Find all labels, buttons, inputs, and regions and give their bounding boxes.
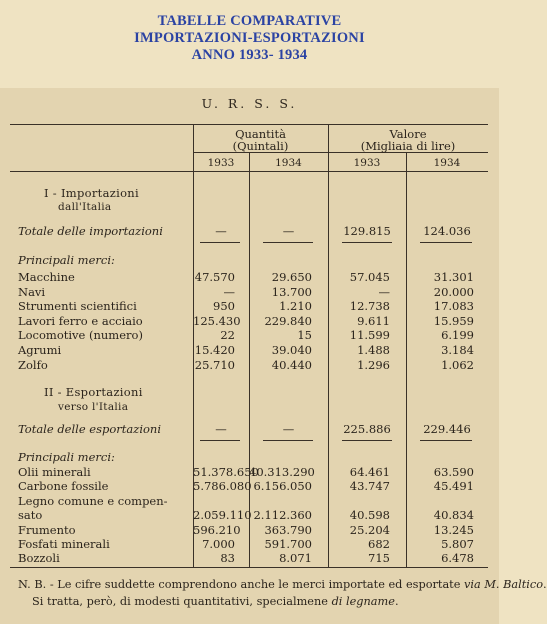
total-underline [200,440,240,441]
exports-principal-label: Principali merci: [18,450,115,464]
year-header: 1934 [433,157,461,169]
row-label: sato [18,508,43,523]
row-value-q34: 229.840 [264,313,312,328]
exports-total-v34: 229.446 [423,422,471,436]
row-value-q34: 1.210 [279,299,312,314]
row-value-v33: 682 [368,537,390,551]
total-underline [263,242,313,243]
row-value-v34: 45.491 [433,479,474,494]
row-label: Olii minerali [18,465,91,479]
row-value-v33: 64.461 [349,465,390,479]
row-value-v34: 15.959 [433,313,474,328]
row-label: Lavori ferro e acciaio [18,313,143,328]
row-value-v33: 1.488 [357,343,390,357]
year-header: 1934 [275,157,302,169]
row-value-q33: 2.059.110 [193,508,252,523]
imports-principal-label: Principali merci: [18,253,115,267]
row-value-v34: 31.301 [433,270,474,284]
footnote-line1 [18,577,547,592]
total-underline [342,440,392,441]
row-label: Legno comune e compen- [18,493,168,508]
row-label: Zolfo [18,357,48,372]
country-heading: U. R. S. S. [201,96,298,111]
row-value-v34: 6.478 [441,551,474,566]
row-value-q33: 25.710 [194,357,235,372]
quantita-unit: (Quintali) [232,139,289,153]
row-value-q33: 7.000 [202,537,235,551]
row-value-v34: 17.083 [433,299,474,314]
row-label: Agrumi [18,343,62,357]
header-title-line2: IMPORTAZIONI-ESPORTAZIONI [134,30,365,46]
row-value-q33: 125.430 [193,313,241,328]
row-value-v34: 40.834 [433,508,474,523]
row-value-v33: 715 [368,551,390,566]
footnote-text: . [394,595,399,608]
footnote-text: . [543,578,547,591]
row-value-q34: 8.071 [279,551,312,566]
imports-subtitle: dall'Italia [58,201,112,213]
total-underline [342,242,392,243]
row-label: Frumento [18,522,76,537]
row-value-v33: 11.599 [349,328,390,343]
row-value-v33: 43.747 [349,479,390,494]
footnote-text: N. B. - Le cifre suddette comprendono anche le merci importate ed esportate [18,578,464,591]
exports-title: II - Esportazioni [44,385,143,399]
header-rule [10,171,488,172]
row-value-v34: 1.062 [441,357,474,372]
total-underline [200,242,240,243]
exports-total-label: Totale delle esportazioni [18,422,162,436]
row-label: Carbone fossile [18,479,109,494]
row-value-q33: 950 [213,299,235,314]
row-value-v34: 63.590 [433,465,474,479]
row-label: Locomotive (numero) [18,328,143,343]
row-value-q33: 47.570 [194,270,235,284]
row-value-v34: 20.000 [433,284,474,299]
footnote-line2 [32,594,399,609]
year-header: 1933 [353,157,381,169]
row-label: Strumenti scientifici [18,299,137,314]
header-title-line3: ANNO 1933- 1934 [191,47,308,63]
row-value-v33: 9.611 [357,313,390,328]
footnote-emphasis: via M. Baltico [464,578,544,591]
imports-title: I - Importazioni [44,186,139,200]
row-value-q33: 15.420 [194,343,235,357]
row-value-q33: 596.210 [193,522,241,537]
row-value-q33: 22 [220,328,235,343]
row-label: Bozzoli [18,551,60,566]
row-label: Macchine [18,270,75,284]
row-value-v33: 12.738 [349,299,390,314]
exports-total-q34: — [282,422,295,436]
row-value-v33: 40.598 [349,508,390,523]
valore-unit: (Migliaia di lire) [360,139,456,153]
row-value-v33: — [378,284,390,299]
valore-header: Valore [389,127,427,141]
imports-total-v33: 129.815 [343,224,391,238]
row-value-v34: 6.199 [441,328,474,343]
row-value-q34: 591.700 [264,537,312,551]
row-value-q34: 29.650 [271,270,312,284]
exports-subtitle: verso l'Italia [58,401,129,413]
row-label: Fosfati minerali [18,537,110,551]
footnote-emphasis: di legname [331,595,395,608]
quantita-header: Quantità [235,127,286,141]
row-value-v34: 13.245 [433,522,474,537]
header-title-line1: TABELLE COMPARATIVE [157,13,342,29]
row-value-v33: 57.045 [349,270,390,284]
row-value-q34: 39.040 [271,343,312,357]
total-underline [420,242,472,243]
row-value-q33: 51.378.650 [193,465,259,479]
row-value-q34: 15 [297,328,312,343]
exports-total-v33: 225.886 [343,422,391,436]
row-value-q34: 363.790 [264,522,312,537]
imports-total-q33: — [215,224,227,238]
row-value-v33: 25.204 [349,522,390,537]
row-value-v34: 3.184 [441,343,474,357]
row-value-q34: 40.440 [271,357,312,372]
row-label: Navi [18,284,46,299]
row-value-q34: 2.112.360 [253,508,312,523]
total-underline [420,440,472,441]
year-header: 1933 [207,157,235,169]
page-header [0,0,499,88]
row-value-q33: 83 [220,551,235,566]
row-value-v34: 5.807 [441,537,474,551]
row-value-q34: 40.313.290 [249,465,315,479]
row-value-v33: 1.296 [357,357,390,372]
row-value-q34: 13.700 [271,284,312,299]
row-value-q33: — [223,284,235,299]
imports-total-q34: — [282,224,295,238]
imports-total-v34: 124.036 [423,224,471,238]
imports-total-label: Totale delle importazioni [18,224,163,238]
row-value-q34: 6.156.050 [253,479,312,494]
footnote-text: Si tratta, però, di modesti quantitativi, specialmene [32,595,332,608]
row-value-q33: 5.786.080 [193,479,252,494]
exports-total-q33: — [215,422,227,436]
total-underline [263,440,313,441]
